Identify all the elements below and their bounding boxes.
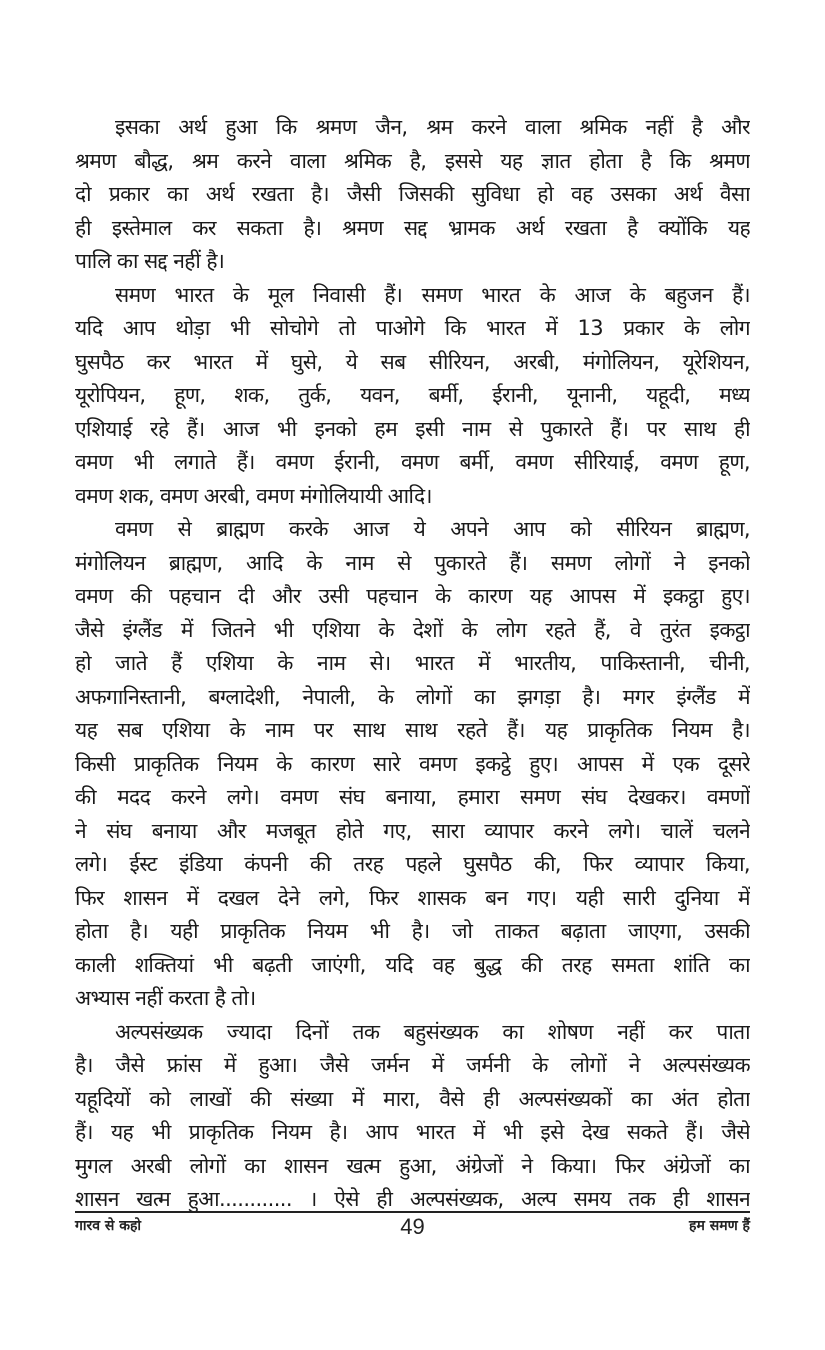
- text-line: मंगोलियन ब्राह्मण, आदि के नाम से पुकारते हैं। समण लोगों ने इनको: [75, 550, 750, 575]
- text-line: दो प्रकार का अर्थ रखता है। जैसी जिसकी सुविधा हो वह उसका अर्थ वैसा: [75, 182, 750, 206]
- text-line: है। जैसे फ्रांस में हुआ। जैसे जर्मन में जर्मनी के लोगों ने अल्पसंख्यक: [75, 1053, 750, 1077]
- paragraph-1: [75, 111, 750, 279]
- page-body: [75, 111, 750, 1217]
- paragraph-2: [75, 279, 750, 514]
- paragraph-3: [75, 513, 750, 1016]
- text-line: अल्पसंख्यक ज्यादा दिनों तक बहुसंख्यक का शोषण नहीं कर पाता: [115, 1019, 750, 1044]
- text-line: वमण शक, वमण अरबी, वमण मंगोलियायी आदि।: [75, 483, 432, 508]
- footer-divider: [75, 1211, 750, 1213]
- text-line: अफगानिस्तानी, बग्लादेशी, नेपाली, के लोगों का झगड़ा है। मगर इंग्लैंड में: [75, 684, 750, 709]
- text-line: हैं। यह भी प्राकृतिक नियम है। आप भारत में भी इसे देख सकते हैं। जैसे: [75, 1120, 750, 1144]
- text-line: जैसे इंग्लैंड में जितने भी एशिया के देशों के लोग रहते हैं, वे तुरंत इकट्ठा: [75, 617, 750, 642]
- text-line: यह सब एशिया के नाम पर साथ साथ रहते हैं। यह प्राकृतिक नियम है।: [75, 718, 750, 742]
- text-line: शासन खत्म हुआ............ । ऐसे ही अल्पसंख्यक, अल्प समय तक ही शासन: [75, 1187, 750, 1211]
- page-footer: [75, 1214, 750, 1244]
- text-line: हो जाते हैं एशिया के नाम से। भारत में भारतीय, पाकिस्तानी, चीनी,: [75, 651, 750, 675]
- page-number: 49: [400, 1214, 425, 1239]
- text-line: किसी प्राकृतिक नियम के कारण सारे वमण इकट्ठे हुए। आपस में एक दूसरे: [75, 751, 750, 776]
- text-line: श्रमण बौद्ध, श्रम करने वाला श्रमिक है, इससे यह ज्ञात होता है कि श्रमण: [75, 148, 750, 173]
- text-line: ने संघ बनाया और मजबूत होते गए, सारा व्यापार करने लगे। चालें चलने: [75, 818, 750, 843]
- text-line: अभ्यास नहीं करता है तो।: [75, 986, 256, 1010]
- text-line: काली शक्तियां भी बढ़ती जाएंगी, यदि वह बुद्ध की तरह समता शांति का: [75, 952, 750, 977]
- text-line: मुगल अरबी लोगों का शासन खत्म हुआ, अंग्रेजों ने किया। फिर अंग्रेजों का: [75, 1153, 750, 1178]
- text-line: पालि का सद्द नहीं है।: [75, 249, 225, 273]
- text-line: यदि आप थोड़ा भी सोचोगे तो पाओगे कि भारत में 13 प्रकार के लोग: [75, 316, 750, 340]
- text-line: लगे। ईस्ट इंडिया कंपनी की तरह पहले घुसपैठ की, फिर व्यापार किया,: [75, 852, 750, 876]
- footer-book-title: गारव से कहो: [75, 1218, 142, 1234]
- text-line: यूरोपियन, हूण, शक, तुर्क, यवन, बर्मी, ईरानी, यूनानी, यहूदी, मध्य: [75, 383, 750, 407]
- text-line: फिर शासन में दखल देने लगे, फिर शासक बन गए। यही सारी दुनिया में: [75, 885, 750, 910]
- text-line: वमण भी लगाते हैं। वमण ईरानी, वमण बर्मी, वमण सीरियाई, वमण हूण,: [75, 450, 750, 474]
- text-line: ही इस्तेमाल कर सकता है। श्रमण सद्द भ्रामक अर्थ रखता है क्योंकि यह: [75, 215, 750, 240]
- text-line: होता है। यही प्राकृतिक नियम भी है। जो ताकत बढ़ाता जाएगा, उसकी: [75, 919, 750, 943]
- text-line: वमण से ब्राह्मण करके आज ये अपने आप को सीरियन ब्राह्मण,: [115, 517, 750, 541]
- text-line: यहूदियों को लाखों की संख्या में मारा, वैसे ही अल्पसंख्यकों का अंत होता: [75, 1086, 750, 1111]
- paragraph-4: [75, 1016, 750, 1217]
- text-line: की मदद करने लगे। वमण संघ बनाया, हमारा समण संघ देखकर। वमणों: [75, 785, 750, 809]
- text-line: वमण की पहचान दी और उसी पहचान के कारण यह आपस में इकट्ठा हुए।: [75, 584, 750, 608]
- text-line: समण भारत के मूल निवासी हैं। समण भारत के आज के बहुजन हैं।: [115, 282, 750, 307]
- text-line: घुसपैठ कर भारत में घुसे, ये सब सीरियन, अरबी, मंगोलियन, यूरेशियन,: [75, 349, 750, 374]
- text-line: एशियाई रहे हैं। आज भी इनको हम इसी नाम से पुकारते हैं। पर साथ ही: [75, 416, 750, 441]
- footer-chapter-title: हम समण हैं: [689, 1218, 750, 1234]
- text-line: इसका अर्थ हुआ कि श्रमण जैन, श्रम करने वाला श्रमिक नहीं है और: [115, 115, 750, 139]
